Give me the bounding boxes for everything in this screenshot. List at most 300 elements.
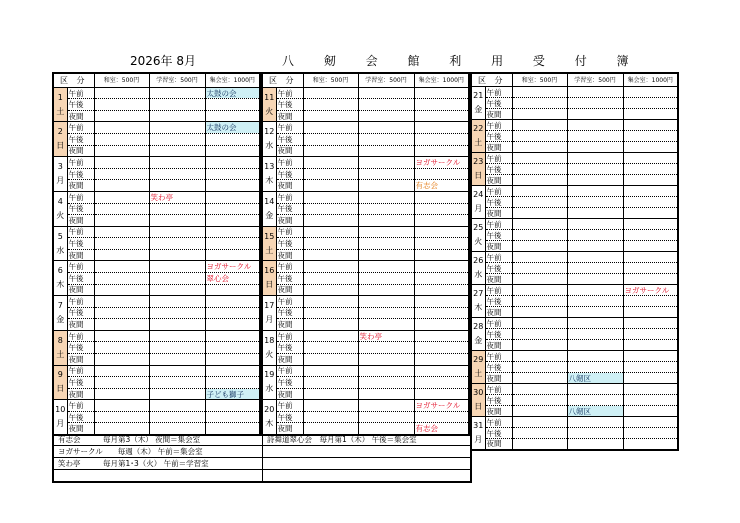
booking-cell[interactable] bbox=[567, 395, 623, 406]
booking-cell[interactable] bbox=[303, 87, 358, 99]
booking-cell[interactable] bbox=[205, 342, 260, 354]
booking-cell[interactable] bbox=[303, 249, 358, 261]
time-slot-label: 午後 bbox=[485, 428, 512, 439]
booking-cell[interactable] bbox=[205, 296, 260, 308]
booking-cell[interactable] bbox=[512, 98, 567, 109]
booking-cell[interactable] bbox=[149, 400, 205, 412]
booking-cell[interactable] bbox=[94, 411, 149, 423]
slot-row bbox=[262, 134, 469, 146]
booking-cell[interactable] bbox=[149, 377, 205, 389]
booking-cell[interactable] bbox=[205, 365, 260, 377]
booking-cell[interactable] bbox=[303, 377, 358, 389]
booking-cell[interactable] bbox=[567, 164, 623, 175]
booking-cell[interactable] bbox=[512, 219, 567, 230]
booking-cell[interactable] bbox=[149, 122, 205, 134]
slot-row bbox=[262, 191, 469, 203]
booking-cell[interactable] bbox=[94, 191, 149, 203]
booking-cell[interactable] bbox=[94, 388, 149, 400]
booking-cell[interactable] bbox=[358, 180, 414, 192]
booking-cell[interactable] bbox=[149, 87, 205, 99]
booking-cell[interactable] bbox=[205, 238, 260, 250]
booking-cell[interactable] bbox=[512, 285, 567, 296]
booking-cell[interactable] bbox=[205, 411, 260, 423]
booking-cell[interactable] bbox=[567, 120, 623, 131]
booking-cell[interactable] bbox=[303, 122, 358, 134]
booking-cell[interactable] bbox=[512, 362, 567, 373]
booking-cell[interactable] bbox=[94, 296, 149, 308]
time-slot-label: 夜間 bbox=[485, 241, 512, 252]
booking-cell[interactable] bbox=[512, 186, 567, 197]
booking-cell[interactable] bbox=[303, 365, 358, 377]
booking-cell[interactable] bbox=[623, 417, 678, 428]
booking-cell[interactable] bbox=[623, 307, 678, 318]
booking-cell[interactable] bbox=[94, 110, 149, 122]
booking-cell[interactable]: 太鼓の会 bbox=[205, 87, 260, 99]
booking-cell[interactable] bbox=[414, 134, 469, 146]
booking-cell[interactable]: 翠心会 bbox=[205, 272, 260, 284]
booking-cell[interactable] bbox=[414, 307, 469, 319]
booking-cell[interactable] bbox=[623, 351, 678, 362]
booking-cell[interactable] bbox=[94, 400, 149, 412]
booking-cell[interactable] bbox=[94, 87, 149, 99]
booking-cell[interactable]: 太鼓の会 bbox=[205, 122, 260, 134]
booking-cell[interactable] bbox=[94, 180, 149, 192]
booking-cell[interactable] bbox=[149, 411, 205, 423]
booking-cell[interactable] bbox=[623, 153, 678, 164]
booking-cell[interactable] bbox=[205, 191, 260, 203]
booking-cell[interactable] bbox=[205, 330, 260, 342]
booking-cell[interactable] bbox=[94, 122, 149, 134]
booking-cell[interactable] bbox=[205, 215, 260, 227]
booking-cell[interactable] bbox=[567, 329, 623, 340]
booking-cell[interactable] bbox=[358, 215, 414, 227]
booking-cell[interactable] bbox=[358, 226, 414, 238]
booking-cell[interactable] bbox=[149, 110, 205, 122]
booking-cell[interactable] bbox=[149, 354, 205, 366]
weekday-label: 日 bbox=[474, 171, 483, 180]
booking-cell[interactable] bbox=[512, 142, 567, 153]
booking-cell[interactable] bbox=[567, 186, 623, 197]
booking-cell[interactable] bbox=[94, 365, 149, 377]
time-slot-label: 夜間 bbox=[276, 145, 303, 157]
booking-cell[interactable] bbox=[567, 351, 623, 362]
booking-cell[interactable] bbox=[623, 241, 678, 252]
booking-cell[interactable] bbox=[94, 157, 149, 169]
booking-cell[interactable] bbox=[303, 99, 358, 111]
booking-cell[interactable] bbox=[303, 145, 358, 157]
time-slot-label: 午前 bbox=[276, 226, 303, 238]
time-slot-label: 午後 bbox=[485, 263, 512, 274]
booking-cell[interactable] bbox=[623, 142, 678, 153]
booking-cell[interactable] bbox=[358, 261, 414, 273]
booking-cell[interactable] bbox=[512, 417, 567, 428]
booking-cell[interactable] bbox=[512, 340, 567, 351]
booking-cell[interactable] bbox=[358, 296, 414, 308]
booking-cell[interactable] bbox=[303, 157, 358, 169]
time-slot-label: 午後 bbox=[485, 197, 512, 208]
booking-cell[interactable] bbox=[567, 263, 623, 274]
booking-cell[interactable] bbox=[414, 330, 469, 342]
booking-cell[interactable] bbox=[512, 384, 567, 395]
booking-cell[interactable] bbox=[358, 238, 414, 250]
booking-cell[interactable] bbox=[358, 134, 414, 146]
booking-cell[interactable] bbox=[512, 274, 567, 285]
booking-cell[interactable] bbox=[414, 238, 469, 250]
booking-cell[interactable] bbox=[512, 175, 567, 186]
booking-cell[interactable] bbox=[512, 428, 567, 439]
booking-cell[interactable] bbox=[414, 215, 469, 227]
booking-cell[interactable] bbox=[149, 203, 205, 215]
booking-cell[interactable] bbox=[414, 354, 469, 366]
booking-cell[interactable] bbox=[414, 203, 469, 215]
time-slot-label: 夜間 bbox=[276, 319, 303, 331]
booking-cell[interactable] bbox=[512, 252, 567, 263]
booking-cell[interactable] bbox=[567, 98, 623, 109]
booking-cell[interactable] bbox=[149, 284, 205, 296]
booking-cell[interactable] bbox=[149, 342, 205, 354]
booking-cell[interactable] bbox=[414, 145, 469, 157]
booking-cell[interactable] bbox=[205, 377, 260, 389]
booking-cell[interactable] bbox=[94, 342, 149, 354]
booking-cell[interactable] bbox=[623, 131, 678, 142]
booking-cell[interactable] bbox=[303, 411, 358, 423]
booking-cell[interactable]: 笑わ亭 bbox=[358, 330, 414, 342]
booking-cell[interactable] bbox=[623, 252, 678, 263]
booking-cell[interactable] bbox=[94, 249, 149, 261]
booking-cell[interactable] bbox=[512, 296, 567, 307]
booking-cell[interactable] bbox=[414, 296, 469, 308]
booking-cell[interactable] bbox=[303, 168, 358, 180]
booking-cell[interactable] bbox=[303, 319, 358, 331]
booking-cell[interactable] bbox=[358, 411, 414, 423]
booking-cell[interactable] bbox=[567, 153, 623, 164]
booking-cell[interactable] bbox=[205, 284, 260, 296]
booking-cell[interactable] bbox=[303, 284, 358, 296]
booking-cell[interactable] bbox=[149, 180, 205, 192]
booking-cell[interactable] bbox=[94, 226, 149, 238]
booking-cell[interactable] bbox=[414, 377, 469, 389]
booking-cell[interactable] bbox=[303, 307, 358, 319]
booking-cell[interactable] bbox=[414, 342, 469, 354]
booking-cell[interactable] bbox=[623, 98, 678, 109]
booking-cell[interactable] bbox=[358, 145, 414, 157]
booking-cell[interactable] bbox=[358, 307, 414, 319]
slot-row bbox=[471, 406, 678, 417]
booking-cell[interactable] bbox=[205, 168, 260, 180]
booking-cell[interactable] bbox=[149, 296, 205, 308]
booking-cell[interactable] bbox=[94, 319, 149, 331]
booking-cell[interactable] bbox=[623, 230, 678, 241]
booking-cell[interactable] bbox=[149, 215, 205, 227]
booking-cell[interactable] bbox=[205, 354, 260, 366]
booking-cell[interactable] bbox=[358, 110, 414, 122]
booking-cell[interactable] bbox=[303, 388, 358, 400]
booking-cell[interactable] bbox=[358, 400, 414, 412]
booking-cell[interactable] bbox=[567, 362, 623, 373]
booking-cell[interactable] bbox=[512, 307, 567, 318]
booking-cell[interactable] bbox=[623, 274, 678, 285]
booking-cell[interactable] bbox=[149, 330, 205, 342]
booking-cell[interactable] bbox=[623, 373, 678, 384]
booking-cell[interactable] bbox=[149, 272, 205, 284]
booking-cell[interactable] bbox=[567, 109, 623, 120]
booking-cell[interactable] bbox=[205, 307, 260, 319]
slot-row bbox=[471, 274, 678, 285]
booking-cell[interactable] bbox=[512, 131, 567, 142]
booking-cell[interactable] bbox=[358, 122, 414, 134]
booking-cell[interactable] bbox=[358, 377, 414, 389]
booking-cell[interactable] bbox=[205, 180, 260, 192]
booking-cell[interactable] bbox=[94, 215, 149, 227]
booking-cell[interactable] bbox=[567, 417, 623, 428]
booking-cell[interactable] bbox=[623, 395, 678, 406]
booking-cell[interactable] bbox=[623, 318, 678, 329]
booking-cell[interactable] bbox=[358, 87, 414, 99]
booking-cell[interactable] bbox=[303, 296, 358, 308]
booking-cell[interactable] bbox=[414, 87, 469, 99]
booking-cell[interactable]: ヨガサークル bbox=[414, 157, 469, 169]
booking-cell[interactable] bbox=[567, 142, 623, 153]
day-cell bbox=[471, 219, 485, 252]
booking-cell[interactable] bbox=[414, 99, 469, 111]
booking-cell[interactable] bbox=[512, 329, 567, 340]
booking-cell[interactable] bbox=[94, 99, 149, 111]
booking-cell[interactable] bbox=[94, 168, 149, 180]
booking-cell[interactable] bbox=[623, 384, 678, 395]
booking-cell[interactable] bbox=[567, 274, 623, 285]
booking-cell[interactable]: 笑わ亭 bbox=[149, 191, 205, 203]
booking-cell[interactable] bbox=[567, 285, 623, 296]
booking-cell[interactable] bbox=[623, 439, 678, 450]
time-slot-label: 午後 bbox=[276, 411, 303, 423]
booking-cell[interactable] bbox=[567, 318, 623, 329]
slot-row bbox=[471, 384, 678, 395]
time-slot-label: 夜間 bbox=[276, 110, 303, 122]
booking-cell[interactable] bbox=[567, 307, 623, 318]
booking-cell[interactable] bbox=[149, 238, 205, 250]
booking-cell[interactable]: 子ども獅子 bbox=[205, 388, 260, 400]
booking-cell[interactable] bbox=[414, 319, 469, 331]
booking-cell[interactable] bbox=[358, 342, 414, 354]
booking-cell[interactable] bbox=[303, 134, 358, 146]
booking-cell[interactable] bbox=[623, 186, 678, 197]
booking-cell[interactable] bbox=[94, 134, 149, 146]
day-cell bbox=[471, 87, 485, 120]
booking-cell[interactable] bbox=[623, 109, 678, 120]
booking-cell[interactable] bbox=[94, 238, 149, 250]
booking-cell[interactable] bbox=[623, 296, 678, 307]
booking-cell[interactable] bbox=[414, 168, 469, 180]
booking-cell[interactable] bbox=[358, 249, 414, 261]
booking-cell[interactable] bbox=[623, 406, 678, 417]
booking-cell[interactable] bbox=[303, 226, 358, 238]
booking-cell[interactable] bbox=[414, 365, 469, 377]
booking-cell[interactable] bbox=[358, 272, 414, 284]
booking-cell[interactable] bbox=[512, 373, 567, 384]
booking-cell[interactable] bbox=[149, 226, 205, 238]
booking-cell[interactable] bbox=[205, 134, 260, 146]
booking-cell[interactable] bbox=[414, 411, 469, 423]
booking-cell[interactable] bbox=[512, 263, 567, 274]
booking-cell[interactable] bbox=[414, 122, 469, 134]
booking-cell[interactable] bbox=[358, 168, 414, 180]
booking-cell[interactable] bbox=[149, 145, 205, 157]
booking-cell[interactable] bbox=[512, 395, 567, 406]
booking-cell[interactable] bbox=[512, 197, 567, 208]
booking-cell[interactable] bbox=[512, 439, 567, 450]
booking-cell[interactable] bbox=[623, 340, 678, 351]
booking-cell[interactable] bbox=[414, 284, 469, 296]
booking-cell[interactable] bbox=[94, 354, 149, 366]
booking-cell[interactable] bbox=[512, 406, 567, 417]
booking-cell[interactable] bbox=[512, 208, 567, 219]
booking-cell[interactable] bbox=[623, 197, 678, 208]
booking-cell[interactable] bbox=[567, 208, 623, 219]
booking-cell[interactable] bbox=[358, 354, 414, 366]
booking-cell[interactable] bbox=[149, 388, 205, 400]
booking-cell[interactable] bbox=[567, 252, 623, 263]
booking-cell[interactable] bbox=[94, 330, 149, 342]
booking-cell[interactable]: 八剱区 bbox=[567, 406, 623, 417]
booking-cell[interactable] bbox=[149, 319, 205, 331]
booking-cell[interactable] bbox=[205, 203, 260, 215]
slot-row bbox=[471, 98, 678, 109]
booking-cell[interactable] bbox=[303, 272, 358, 284]
booking-cell[interactable] bbox=[358, 203, 414, 215]
time-slot-label: 午前 bbox=[485, 285, 512, 296]
booking-cell[interactable] bbox=[358, 319, 414, 331]
booking-cell[interactable]: ヨガサークル bbox=[623, 285, 678, 296]
time-slot-label: 夜間 bbox=[485, 208, 512, 219]
booking-cell[interactable] bbox=[358, 191, 414, 203]
booking-cell[interactable] bbox=[205, 226, 260, 238]
booking-cell[interactable] bbox=[303, 110, 358, 122]
booking-cell[interactable] bbox=[623, 428, 678, 439]
time-slot-label: 夜間 bbox=[67, 423, 94, 435]
booking-cell[interactable] bbox=[94, 377, 149, 389]
booking-cell[interactable] bbox=[512, 87, 567, 98]
slot-row bbox=[262, 319, 469, 331]
booking-cell[interactable] bbox=[512, 241, 567, 252]
booking-cell[interactable] bbox=[512, 164, 567, 175]
booking-cell[interactable] bbox=[303, 203, 358, 215]
booking-cell[interactable] bbox=[149, 168, 205, 180]
booking-cell[interactable] bbox=[303, 191, 358, 203]
slot-row bbox=[53, 226, 260, 238]
booking-cell[interactable] bbox=[358, 157, 414, 169]
booking-cell[interactable] bbox=[567, 439, 623, 450]
booking-cell[interactable] bbox=[512, 351, 567, 362]
booking-cell[interactable] bbox=[623, 263, 678, 274]
booking-cell[interactable] bbox=[567, 241, 623, 252]
booking-cell[interactable] bbox=[414, 388, 469, 400]
booking-cell[interactable] bbox=[623, 208, 678, 219]
booking-cell[interactable] bbox=[414, 110, 469, 122]
booking-cell[interactable] bbox=[303, 400, 358, 412]
booking-cell[interactable]: 八剱区 bbox=[567, 373, 623, 384]
booking-cell[interactable] bbox=[623, 87, 678, 98]
booking-cell[interactable] bbox=[414, 191, 469, 203]
booking-cell[interactable] bbox=[414, 249, 469, 261]
booking-cell[interactable] bbox=[94, 307, 149, 319]
booking-cell[interactable] bbox=[205, 157, 260, 169]
booking-cell[interactable] bbox=[414, 261, 469, 273]
booking-cell[interactable] bbox=[205, 319, 260, 331]
booking-cell[interactable] bbox=[303, 215, 358, 227]
booking-cell[interactable] bbox=[358, 284, 414, 296]
booking-cell[interactable] bbox=[567, 175, 623, 186]
booking-cell[interactable] bbox=[94, 284, 149, 296]
booking-cell[interactable] bbox=[94, 203, 149, 215]
booking-cell[interactable] bbox=[205, 249, 260, 261]
booking-cell[interactable] bbox=[623, 175, 678, 186]
booking-cell[interactable] bbox=[94, 261, 149, 273]
booking-cell[interactable] bbox=[512, 109, 567, 120]
booking-cell[interactable] bbox=[303, 354, 358, 366]
booking-cell[interactable] bbox=[149, 307, 205, 319]
booking-cell[interactable] bbox=[358, 365, 414, 377]
booking-cell[interactable] bbox=[149, 99, 205, 111]
booking-cell[interactable]: ヨガサークル bbox=[414, 400, 469, 412]
booking-cell[interactable] bbox=[94, 145, 149, 157]
booking-cell[interactable] bbox=[205, 110, 260, 122]
booking-cell[interactable] bbox=[512, 318, 567, 329]
booking-cell[interactable] bbox=[512, 230, 567, 241]
booking-cell[interactable] bbox=[512, 153, 567, 164]
booking-cell[interactable] bbox=[149, 134, 205, 146]
booking-cell[interactable] bbox=[205, 99, 260, 111]
booking-cell[interactable] bbox=[567, 230, 623, 241]
day-cell bbox=[53, 400, 67, 435]
booking-cell[interactable] bbox=[149, 365, 205, 377]
slot-row bbox=[262, 284, 469, 296]
booking-cell[interactable] bbox=[567, 131, 623, 142]
booking-cell[interactable] bbox=[205, 400, 260, 412]
booking-cell[interactable] bbox=[205, 145, 260, 157]
day-number: 9 bbox=[57, 370, 63, 380]
booking-cell[interactable] bbox=[303, 330, 358, 342]
booking-cell[interactable] bbox=[358, 388, 414, 400]
booking-cell[interactable] bbox=[623, 120, 678, 131]
booking-cell[interactable] bbox=[567, 340, 623, 351]
booking-cell[interactable] bbox=[623, 329, 678, 340]
booking-cell[interactable]: 有志会 bbox=[414, 423, 469, 435]
booking-cell[interactable] bbox=[623, 219, 678, 230]
booking-cell[interactable] bbox=[303, 261, 358, 273]
booking-cell[interactable] bbox=[567, 296, 623, 307]
booking-cell[interactable] bbox=[414, 272, 469, 284]
booking-cell[interactable] bbox=[149, 261, 205, 273]
booking-cell[interactable] bbox=[567, 428, 623, 439]
booking-cell[interactable] bbox=[567, 197, 623, 208]
booking-cell[interactable]: ヨガサークル bbox=[205, 261, 260, 273]
booking-cell[interactable] bbox=[94, 272, 149, 284]
booking-cell[interactable] bbox=[303, 342, 358, 354]
booking-cell[interactable] bbox=[623, 362, 678, 373]
booking-cell[interactable] bbox=[358, 99, 414, 111]
booking-cell[interactable]: 有志会 bbox=[414, 180, 469, 192]
booking-cell[interactable] bbox=[303, 238, 358, 250]
booking-cell[interactable] bbox=[567, 384, 623, 395]
booking-cell[interactable] bbox=[512, 120, 567, 131]
booking-cell[interactable] bbox=[567, 87, 623, 98]
booking-cell[interactable] bbox=[149, 249, 205, 261]
booking-cell[interactable] bbox=[149, 157, 205, 169]
booking-cell[interactable] bbox=[567, 219, 623, 230]
booking-cell[interactable] bbox=[414, 226, 469, 238]
booking-cell[interactable] bbox=[623, 164, 678, 175]
booking-cell[interactable] bbox=[303, 180, 358, 192]
